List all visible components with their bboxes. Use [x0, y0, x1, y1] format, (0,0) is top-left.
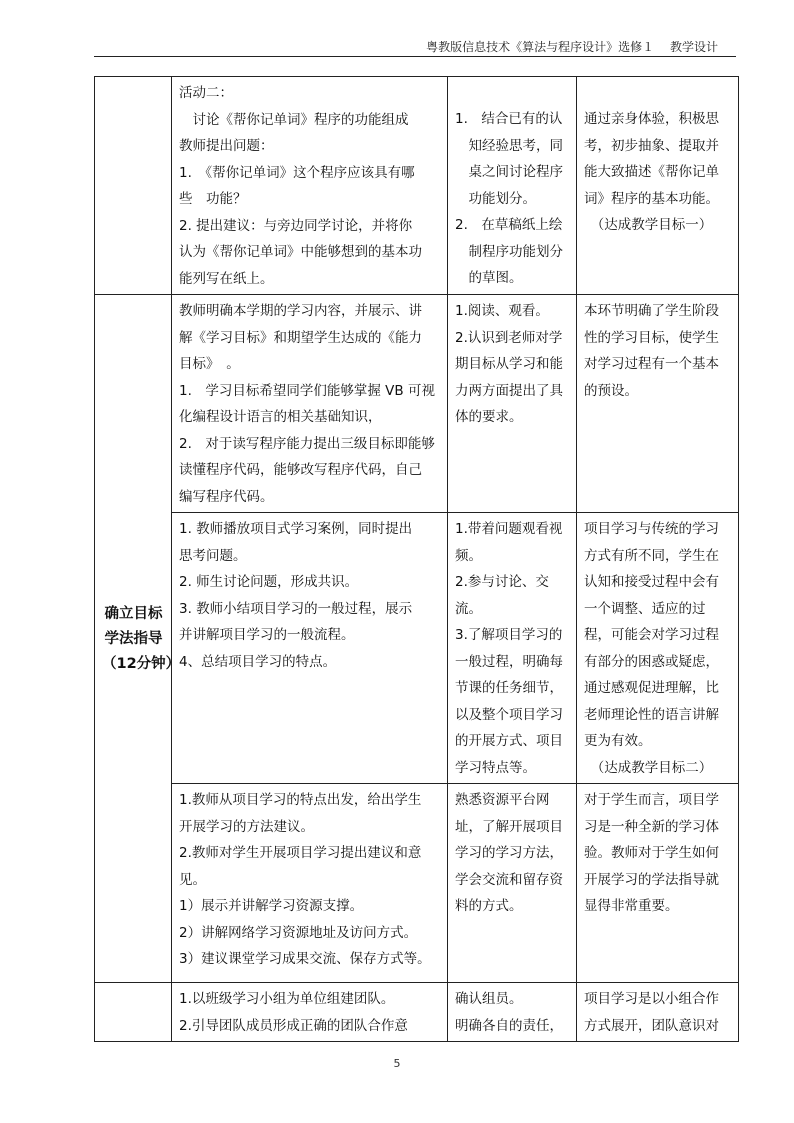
text-line: 开展学习的方法建议。	[179, 818, 314, 835]
text-line: 知经验思考，同	[455, 137, 563, 154]
text-line: 编写程序代码。	[179, 488, 274, 505]
text-line: 1.教师从项目学习的特点出发，给出学生	[179, 792, 422, 808]
table-row-activity-two	[95, 77, 739, 295]
text-line: 对学习过程有一个基本	[584, 356, 719, 372]
text-line: 化编程设计语言的相关基础知识，	[179, 409, 382, 425]
text-line: 认为《帮你记单词》中能够想到的基本功	[179, 244, 422, 260]
text-line: 2.参与讨论、交	[455, 574, 549, 590]
text-line: 力两方面提出了具	[455, 382, 563, 399]
text-line: 项目学习与传统的学习	[584, 521, 719, 537]
text-line: 验。教师对于学生如何	[584, 845, 719, 861]
design-intent-cell	[577, 295, 739, 513]
text-line: 制程序功能划分	[455, 243, 563, 260]
text-line: 解《学习目标》和期望学生达成的《能力	[179, 329, 422, 346]
text-line: 4、总结项目学习的特点。	[179, 653, 337, 670]
text-line: 活动二：	[179, 85, 233, 101]
text-line: 3. 教师小结项目学习的一般过程，展示	[179, 600, 413, 617]
text-line: 的开展方式、项目	[455, 733, 563, 749]
text-line: 有部分的困惑或疑虑，	[584, 653, 719, 670]
text-line: 一个调整、适应的过	[584, 600, 706, 617]
text-line: 熟悉资源平台网	[455, 792, 550, 808]
text-line: 2. 在草稿纸上绘	[455, 217, 563, 233]
text-line: 1.带着问题观看视	[455, 521, 563, 537]
page-number: 5	[393, 1057, 401, 1070]
teacher-activity-cell	[172, 513, 448, 784]
text-line: 程，可能会对学习过程	[584, 627, 719, 643]
text-line: 些 功能？	[179, 191, 247, 207]
text-line: 2. 对于读写程序能力提出三级目标即能够	[179, 435, 435, 452]
table-row-team-building	[95, 983, 739, 1042]
text-line: 桌之间讨论程序	[455, 164, 563, 180]
text-line: 2.引导团队成员形成正确的团队合作意	[179, 1017, 408, 1034]
text-line: 学习的学习方法，	[455, 845, 563, 861]
text-line: 2. 提出建议：与旁边同学讨论，并将你	[179, 217, 413, 234]
text-line: 一般过程，明确每	[455, 653, 563, 670]
table-row-project-case	[95, 513, 739, 784]
text-line: 认知和接受过程中会有	[584, 574, 719, 590]
text-line: 更为有效。	[584, 733, 652, 749]
text-line: 1. 教师播放项目式学习案例，同时提出	[179, 521, 413, 537]
text-line: 明确各自的责任，	[455, 1017, 563, 1034]
text-line: 功能划分。	[455, 190, 536, 207]
text-line: 考，初步抽象、提取并	[584, 137, 719, 154]
text-line: 流。	[455, 600, 482, 617]
text-line: 学会交流和留存资	[455, 871, 563, 888]
text-line: 期目标从学习和能	[455, 356, 563, 372]
stage-cell-empty	[95, 77, 172, 295]
stage-cell-goals-guidance	[95, 295, 181, 983]
text-line: 通过感观促进理解，比	[584, 680, 719, 696]
text-line: 本环节明确了学生阶段	[584, 303, 719, 319]
design-intent-cell	[577, 77, 739, 295]
text-line: 的草图。	[455, 270, 523, 286]
student-activity-cell	[448, 77, 577, 295]
text-line: 2.教师对学生开展项目学习提出建议和意	[179, 845, 422, 861]
text-line: 1. 《帮你记单词》这个程序应该具有哪	[179, 164, 415, 181]
text-line: 频。	[455, 547, 482, 564]
table-row-learning-goals	[95, 295, 739, 513]
stage-line-2: 学法指导	[104, 630, 163, 647]
text-line: 2）讲解网络学习资源地址及访问方式。	[179, 924, 418, 941]
text-line: 教师明确本学期的学习内容，并展示、讲	[179, 303, 422, 319]
student-activity-cell	[448, 513, 577, 784]
table-row-learning-methods	[95, 784, 739, 983]
student-activity-cell	[448, 295, 577, 513]
text-line: 体的要求。	[455, 409, 523, 425]
text-line: 1.以班级学习小组为单位组建团队。	[179, 991, 395, 1007]
text-line: 显得非常重要。	[584, 898, 679, 914]
teacher-activity-cell	[172, 784, 448, 983]
text-line: 并讲解项目学习的一般流程。	[179, 627, 355, 643]
text-line: 1.阅读、观看。	[455, 303, 549, 319]
design-intent-cell	[577, 513, 739, 784]
text-line: 思考问题。	[179, 547, 247, 564]
text-line: 性的学习目标，使学生	[584, 329, 719, 346]
document-header-title: 粤教版信息技术《算法与程序设计》选修１ 教学设计	[426, 40, 718, 54]
teacher-activity-cell	[172, 295, 448, 513]
text-line: 开展学习的学法指导就	[584, 871, 719, 888]
text-line: 习是一种全新的学习体	[584, 818, 719, 835]
student-activity-cell	[448, 784, 577, 983]
text-line: 目标》 。	[179, 356, 240, 372]
text-line: 确认组员。	[455, 991, 523, 1007]
text-line: 读懂程序代码，能够改写程序代码，自己	[179, 462, 422, 478]
stage-cell-empty	[95, 983, 172, 1042]
teacher-activity-cell	[172, 77, 448, 295]
text-line: 方式展开，团队意识对	[584, 1017, 719, 1034]
text-line: 以及整个项目学习	[455, 706, 563, 723]
text-line: 教师提出问题：	[179, 138, 274, 154]
teacher-activity-cell	[172, 983, 448, 1042]
text-line: 老师理论性的语言讲解	[584, 706, 719, 723]
text-line: 3）建议课堂学习成果交流、保存方式等。	[179, 951, 431, 967]
student-activity-cell	[448, 983, 577, 1042]
text-line: 学习特点等。	[455, 759, 536, 776]
text-line: （达成教学目标一）	[584, 217, 713, 233]
text-line: 节课的任务细节，	[455, 680, 563, 696]
text-line: 项目学习是以小组合作	[584, 991, 719, 1007]
text-line: 能列写在纸上。	[179, 270, 274, 287]
design-intent-cell	[577, 983, 739, 1042]
text-line: 1. 学习目标希望同学们能够掌握 VB 可视	[179, 382, 435, 399]
design-intent-cell	[577, 784, 739, 983]
text-line: 能大致描述《帮你记单	[584, 164, 719, 180]
text-line: 方式有所不同，学生在	[584, 547, 719, 564]
header-rule	[94, 56, 736, 57]
text-line: 通过亲身体验，积极思	[584, 111, 719, 127]
text-line: 2.认识到老师对学	[455, 329, 563, 346]
lesson-plan-table	[94, 76, 739, 1042]
text-line: 1. 结合已有的认	[455, 111, 563, 127]
text-line: 对于学生而言，项目学	[584, 792, 719, 808]
text-line: 1）展示并讲解学习资源支撑。	[179, 898, 364, 914]
text-line: 见。	[179, 871, 206, 888]
text-line: 料的方式。	[455, 898, 523, 914]
text-line: 2. 师生讨论问题，形成共识。	[179, 574, 359, 590]
stage-line-1: 确立目标	[104, 605, 163, 622]
text-line: 词》程序的基本功能。	[584, 190, 719, 207]
text-line: 3.了解项目学习的	[455, 627, 563, 643]
text-line: （达成教学目标二）	[584, 759, 713, 776]
text-line: 址，了解开展项目	[455, 818, 563, 835]
text-line: 的预设。	[584, 382, 638, 399]
stage-line-3: （12分钟）	[102, 655, 181, 672]
text-line: 讨论《帮你记单词》程序的功能组成	[179, 111, 409, 128]
